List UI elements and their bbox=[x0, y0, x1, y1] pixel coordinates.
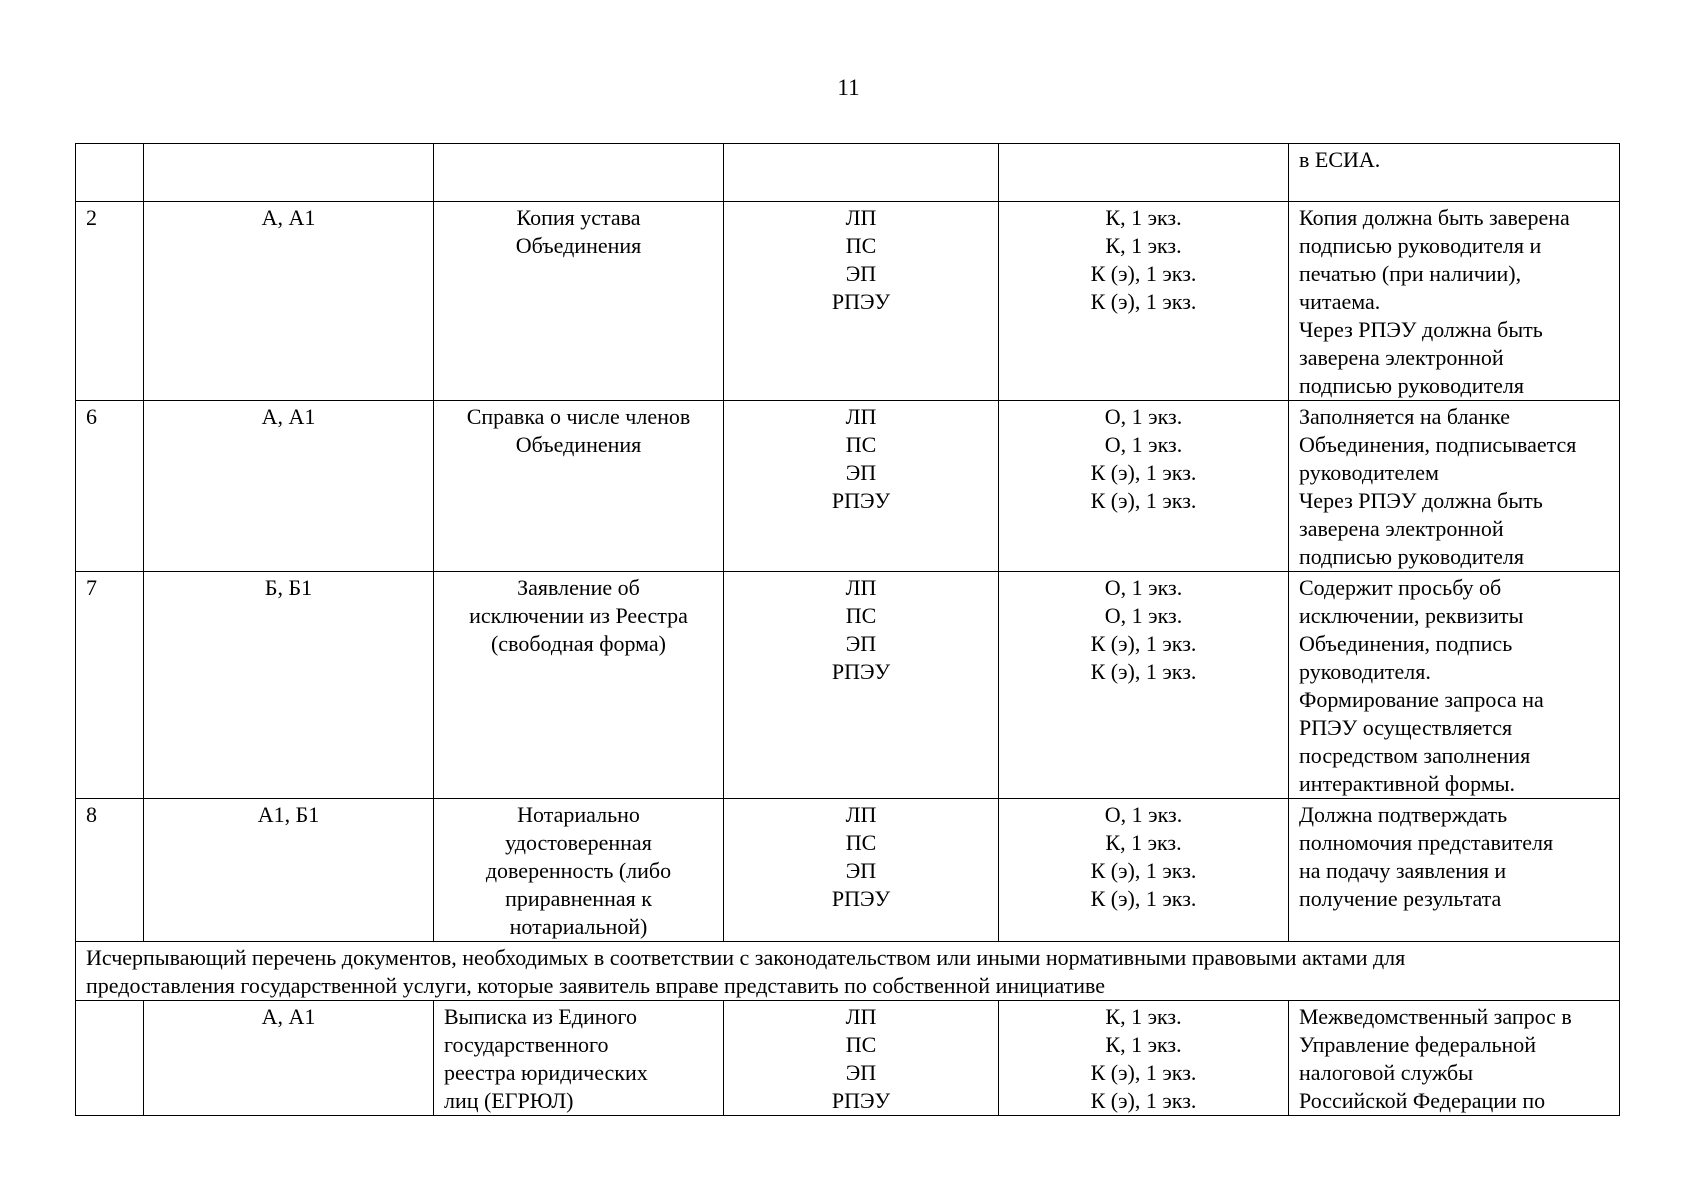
table-row bbox=[76, 1001, 1620, 1116]
row-number-cell bbox=[76, 1001, 144, 1116]
document-cell: Копия устава Объединения bbox=[434, 202, 724, 401]
category-cell: А, А1 bbox=[144, 401, 434, 572]
table-row bbox=[76, 401, 1620, 572]
page-number: 11 bbox=[837, 75, 860, 100]
method-cell: ЛП ПС ЭП РПЭУ bbox=[724, 799, 999, 942]
table-row bbox=[76, 144, 1620, 202]
category-cell: А, А1 bbox=[144, 202, 434, 401]
document-cell: Нотариально удостоверенная доверенность (либо приравненная к нотариальной) bbox=[434, 799, 724, 942]
method-cell bbox=[724, 144, 999, 202]
table-row bbox=[76, 572, 1620, 799]
section-header: Исчерпывающий перечень документов, необходимых в соответствии с законодательством или иными нормативными правовыми актами для предоставления государственной услуги, которые заявитель вправе представить по собственной инициативе bbox=[76, 942, 1620, 1001]
table-row bbox=[76, 202, 1620, 401]
category-cell: А1, Б1 bbox=[144, 799, 434, 942]
category-cell: А, А1 bbox=[144, 1001, 434, 1116]
row-number-cell: 7 bbox=[76, 572, 144, 799]
category-cell: Б, Б1 bbox=[144, 572, 434, 799]
row-number-cell: 2 bbox=[76, 202, 144, 401]
document-cell: Выписка из Единого государственного реестра юридических лиц (ЕГРЮЛ) bbox=[434, 1001, 724, 1116]
method-cell: ЛП ПС ЭП РПЭУ bbox=[724, 572, 999, 799]
row-number-cell: 8 bbox=[76, 799, 144, 942]
document-cell bbox=[434, 144, 724, 202]
row-number-cell: 6 bbox=[76, 401, 144, 572]
form-cell: О, 1 экз. К, 1 экз. К (э), 1 экз. К (э), 1 экз. bbox=[999, 799, 1289, 942]
document-cell: Справка о числе членов Объединения bbox=[434, 401, 724, 572]
table-row bbox=[76, 799, 1620, 942]
form-cell: О, 1 экз. О, 1 экз. К (э), 1 экз. К (э), 1 экз. bbox=[999, 572, 1289, 799]
notes-cell: Копия должна быть заверена подписью руководителя и печатью (при наличии), читаема. Через РПЭУ должна быть заверена электронной подписью руководителя bbox=[1289, 202, 1620, 401]
row-number-cell bbox=[76, 144, 144, 202]
section-header-row bbox=[76, 942, 1620, 1001]
notes-cell: Заполняется на бланке Объединения, подписывается руководителем Через РПЭУ должна быть заверена электронной подписью руководителя bbox=[1289, 401, 1620, 572]
method-cell: ЛП ПС ЭП РПЭУ bbox=[724, 202, 999, 401]
form-cell: О, 1 экз. О, 1 экз. К (э), 1 экз. К (э), 1 экз. bbox=[999, 401, 1289, 572]
notes-cell: Содержит просьбу об исключении, реквизиты Объединения, подпись руководителя. Формирование запроса на РПЭУ осуществляется посредством заполнения интерактивной формы. bbox=[1289, 572, 1620, 799]
notes-cell bbox=[1289, 144, 1620, 202]
documents-table bbox=[75, 143, 1620, 1116]
method-cell: ЛП ПС ЭП РПЭУ bbox=[724, 1001, 999, 1116]
form-cell bbox=[999, 144, 1289, 202]
method-cell: ЛП ПС ЭП РПЭУ bbox=[724, 401, 999, 572]
notes-cell: Межведомственный запрос в Управление федеральной налоговой службы Российской Федерации по bbox=[1289, 1001, 1620, 1116]
form-cell: К, 1 экз. К, 1 экз. К (э), 1 экз. К (э), 1 экз. bbox=[999, 202, 1289, 401]
document-cell: Заявление об исключении из Реестра (свободная форма) bbox=[434, 572, 724, 799]
category-cell bbox=[144, 144, 434, 202]
form-cell: К, 1 экз. К, 1 экз. К (э), 1 экз. К (э), 1 экз. bbox=[999, 1001, 1289, 1116]
notes-cell: Должна подтверждать полномочия представителя на подачу заявления и получение результата bbox=[1289, 799, 1620, 942]
notes-line: в ЕСИА. bbox=[1299, 147, 1381, 172]
